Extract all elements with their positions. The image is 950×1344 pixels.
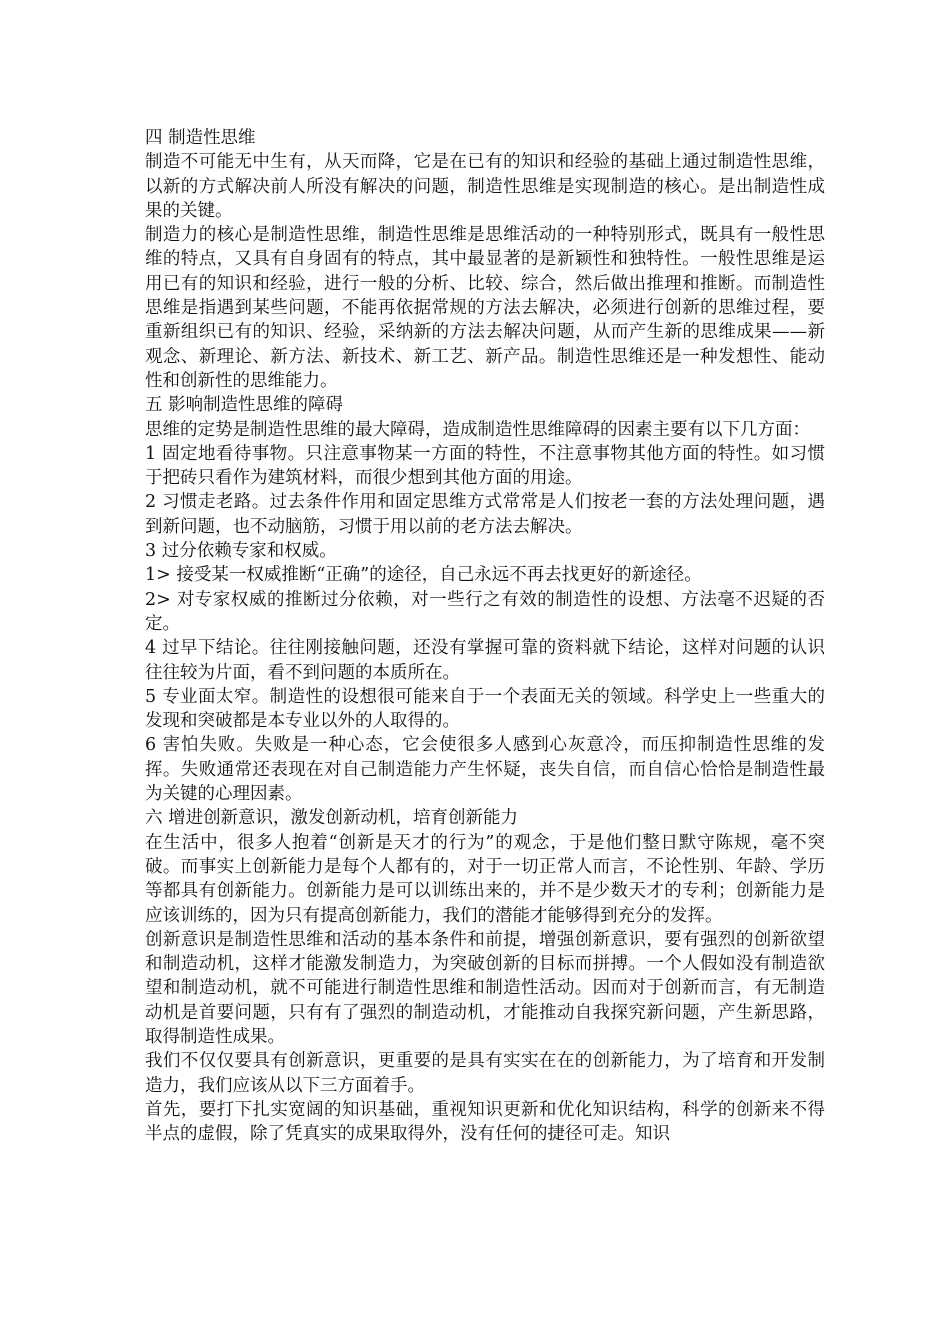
- paragraph: 创新意识是制造性思维和活动的基本条件和前提，增强创新意识，要有强烈的创新欲望和制造动机，这样才能激发制造力，为突破创新的目标而拼搏。一个人假如没有制造欲望和制造动机，就不可能进行制造性思维和制造性活动。因而对于创新而言，有无制造动机是首要问题，只有有了强烈的制造动机，才能推动自我探究新问题，产生新思路，取得制造性成果。: [145, 929, 825, 1047]
- paragraph: 制造力的核心是制造性思维，制造性思维是思维活动的一种特别形式，既具有一般性思维的特点，又具有自身固有的特点，其中最显著的是新颖性和独特性。一般性思维是运用已有的知识和经验，进行一般的分析、比较、综合，然后做出推理和推断。而制造性思维是指遇到某些问题，不能再依据常规的方法去解决，必须进行创新的思维过程，要重新组织已有的知识、经验，采纳新的方法去解决问题，从而产生新的思维成果——新观念、新理论、新方法、新技术、新工艺、新产品。制造性思维还是一种发想性、能动性和创新性的思维能力。: [145, 225, 825, 391]
- sub-list-item: 2> 对专家权威的推断过分依赖，对一些行之有效的制造性的设想、方法毫不迟疑的否定。: [145, 589, 825, 634]
- list-item: 5 专业面太窄。制造性的设想很可能来自于一个表面无关的领域。科学史上一些重大的发现和突破都是本专业以外的人取得的。: [145, 686, 825, 732]
- paragraph: 制造不可能无中生有，从天而降，它是在已有的知识和经验的基础上通过制造性思维，以新的方式解决前人所没有解决的问题，制造性思维是实现制造的核心。是出制造性成果的关键。: [145, 152, 825, 221]
- section-heading-6: 六 增进创新意识，激发创新动机，培育创新能力: [145, 808, 519, 829]
- paragraph: 我们不仅仅要具有创新意识，更重要的是具有实实在在的创新能力，为了培育和开发制造力，我们应该从以下三方面着手。: [145, 1051, 825, 1096]
- section-heading-5: 五 影响制造性思维的障碍: [145, 395, 344, 416]
- sub-list-item: 1> 接受某一权威推断“正确”的途径，自己永远不再去找更好的新途径。: [145, 565, 702, 586]
- document-page: [145, 126, 825, 1146]
- list-item: 4 过早下结论。往往刚接触问题，还没有掌握可靠的资料就下结论，这样对问题的认识往往较为片面，看不到问题的本质所在。: [145, 638, 825, 683]
- list-item: 2 习惯走老路。过去条件作用和固定思维方式常常是人们按老一套的方法处理问题，遇到新问题，也不动脑筋，习惯于用以前的老方法去解决。: [145, 492, 825, 537]
- list-item: 1 固定地看待事物。只注意事物某一方面的特性，不注意事物其他方面的特性。如习惯于把砖只看作为建筑材料，而很少想到其他方面的用途。: [145, 443, 825, 489]
- list-item: 3 过分依赖专家和权威。: [145, 541, 337, 562]
- section-heading-4: 四 制造性思维: [145, 128, 256, 148]
- list-item: 6 害怕失败。失败是一种心态，它会使很多人感到心灰意冷，而压抑制造性思维的发挥。失败通常还表现在对自己制造能力产生怀疑，丧失自信，而自信心恰恰是制造性最为关键的心理因素。: [145, 735, 825, 805]
- paragraph: 在生活中，很多人抱着“创新是天才的行为”的观念，于是他们整日默守陈规，毫不突破。而事实上创新能力是每个人都有的，对于一切正常人而言，不论性别、年龄、学历等都具有创新能力。创新能力是可以训练出来的，并不是少数天才的专利；创新能力是应该训练的，因为只有提高创新能力，我们的潜能才能够得到充分的发挥。: [145, 832, 825, 926]
- paragraph: 首先，要打下扎实宽阔的知识基础，重视知识更新和优化知识结构，科学的创新来不得半点的虚假，除了凭真实的成果取得外，没有任何的捷径可走。知识: [145, 1099, 825, 1145]
- paragraph: 思维的定势是制造性思维的最大障碍，造成制造性思维障碍的因素主要有以下几方面：: [145, 419, 810, 440]
